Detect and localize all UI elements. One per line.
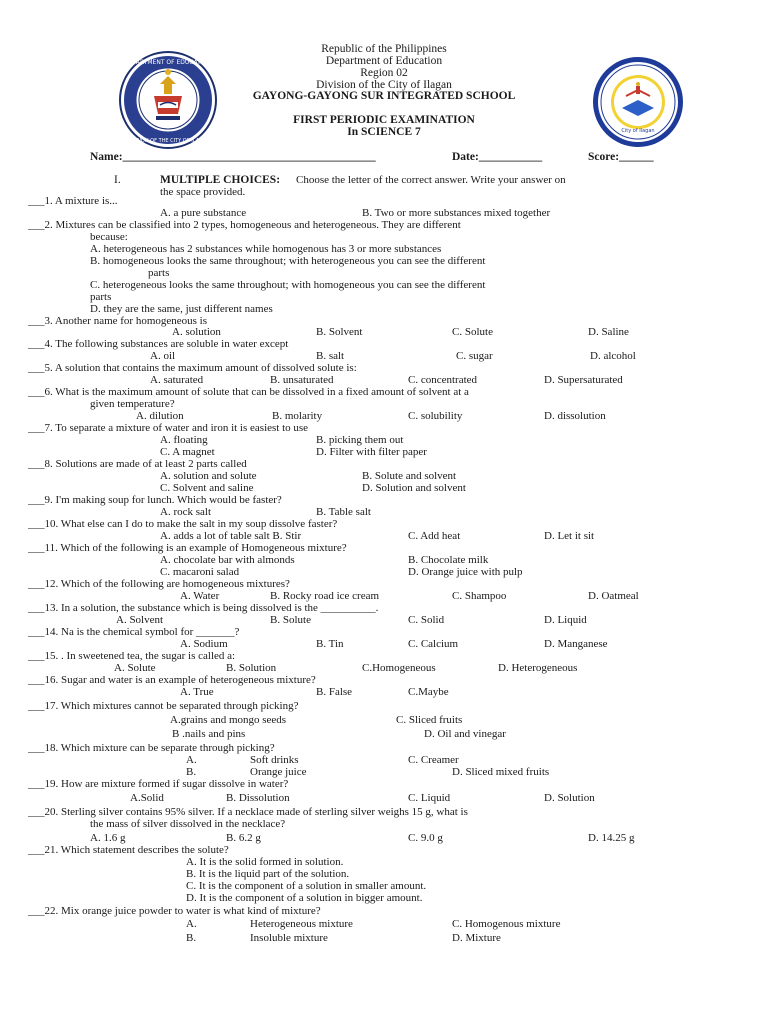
answer-choice: D. Sliced mixed fruits [452,766,550,778]
answer-choice: A. Solute [114,662,156,674]
answer-choice: C. 9.0 g [408,832,443,844]
answer-choice: C. Liquid [408,792,451,804]
section-instruction: Choose the letter of the correct answer. Write your answer on [296,174,566,186]
answer-choice: C. Solute [452,326,493,338]
answer-choice: A. heterogeneous has 2 substances while homogenous has 3 or more substances [90,243,442,255]
question-text: ___5. A solution that contains the maximum amount of dissolved solute is: [28,362,357,374]
answer-choice: B. Solute [270,614,311,626]
header-line-region: Region 02 [360,67,408,79]
answer-choice: Insoluble mixture [250,932,328,944]
answer-choice: A. Water [180,590,220,602]
answer-choice: D. Let it sit [544,530,595,542]
question-text: ___7. To separate a mixture of water and iron it is easiest to use [28,422,309,434]
answer-choice: B. Chocolate milk [408,554,489,566]
answer-choice: A. chocolate bar with almonds [160,554,295,566]
answer-choice: A. adds a lot of table salt B. Stir [160,530,302,542]
answer-choice: A. 1.6 g [90,832,126,844]
answer-choice: D. Oil and vinegar [424,728,506,740]
answer-choice: B. False [316,686,353,698]
answer-choice: D. alcohol [590,350,636,362]
answer-choice: A. floating [160,434,208,446]
question-text: ___19. How are mixture formed if sugar dissolve in water? [28,778,289,790]
answer-choice: B. Solute and solvent [362,470,457,482]
answer-choice: D. Liquid [544,614,587,626]
answer-choice: A.grains and mongo seeds [170,714,287,726]
question-text: ___1. A mixture is... [28,195,118,207]
question-text: ___4. The following substances are soluble in water except [28,338,289,350]
answer-choice: D. they are the same, just different names [90,303,273,315]
answer-choice: A. [186,918,197,930]
answer-choice: B. Dissolution [226,792,290,804]
answer-choice: D. Supersaturated [544,374,623,386]
question-text: ___18. Which mixture can be separate through picking? [28,742,275,754]
answer-choice: B. molarity [272,410,323,422]
section-label: MULTIPLE CHOICES: [160,174,281,186]
answer-choice: C. Shampoo [452,590,507,602]
answer-choice: D. Filter with filter paper [316,446,427,458]
answer-choice: A. It is the solid formed in solution. [186,856,344,868]
name-field[interactable]: Name:____________________________________________ [90,151,376,163]
question-text: ___2. Mixtures can be classified into 2 types, homogeneous and heterogeneous. They are different [28,219,461,231]
answer-choice: A. rock salt [160,506,212,518]
question-text: ___16. Sugar and water is an example of heterogeneous mixture? [28,674,316,686]
answer-choice: C. Add heat [408,530,461,542]
question-text: ___13. In a solution, the substance which is being dissolved is the __________. [28,602,379,614]
answer-choice: B. unsaturated [270,374,334,386]
answer-choice: A.Solid [130,792,164,804]
svg-text:DEPARTMENT OF EDUCATION: DEPARTMENT OF EDUCATION [124,59,212,66]
answer-choice: C. Solvent and saline [160,482,254,494]
answer-choice: A. oil [150,350,176,362]
answer-choice: D. Heterogeneous [498,662,578,674]
question-text: ___14. Na is the chemical symbol for _______? [28,626,240,638]
question-text: ___21. Which statement describes the solute? [28,844,229,856]
answer-choice: A. saturated [150,374,204,386]
answer-choice: Heterogeneous mixture [250,918,353,930]
answer-choice: C. It is the component of a solution in smaller amount. [186,880,427,892]
answer-choice: B. Rocky road ice cream [270,590,380,602]
answer-choice: A. Solvent [116,614,164,626]
question-text: ___8. Solutions are made of at least 2 parts called [28,458,247,470]
answer-choice: A. a pure substance [160,207,247,219]
answer-choice: B. Solution [226,662,277,674]
answer-choice: B. 6.2 g [226,832,261,844]
svg-text:City of Ilagan: City of Ilagan [621,128,655,134]
answer-choice: B. Two or more substances mixed together [362,207,551,219]
question-text: ___22. Mix orange juice powder to water is what kind of mixture? [28,905,321,917]
answer-choice: parts [148,267,170,279]
school-name: GAYONG-GAYONG SUR INTEGRATED SCHOOL [252,90,516,102]
answer-choice: B. Solvent [316,326,363,338]
answer-choice: B. Tin [316,638,344,650]
answer-choice: given temperature? [90,398,175,410]
question-text: ___10. What else can I do to make the salt in my soup dissolve faster? [28,518,338,530]
answer-choice: B. Table salt [316,506,371,518]
answer-choice: C. Solid [408,614,445,626]
question-text: ___6. What is the maximum amount of solute that can be dissolved in a fixed amount of solvent at a [28,386,469,398]
answer-choice: A. True [180,686,214,698]
answer-choice: A. Sodium [180,638,228,650]
answer-choice: A. dilution [136,410,184,422]
answer-choice: D. Solution and solvent [362,482,466,494]
answer-choice: D. It is the component of a solution in bigger amount. [186,892,423,904]
question-text: ___20. Sterling silver contains 95% silver. If a necklace made of sterling silver weighs 15 g, what is [28,806,468,818]
answer-choice: D. Saline [588,326,629,338]
answer-choice: B. picking them out [316,434,404,446]
score-field[interactable]: Score:______ [588,151,654,163]
answer-choice: C. Creamer [408,754,459,766]
answer-choice: D. Mixture [452,932,501,944]
answer-choice: C. A magnet [160,446,215,458]
exam-subject: In SCIENCE 7 [347,126,421,138]
header-line-division: Division of the City of Ilagan [316,79,452,91]
answer-choice: C. Sliced fruits [396,714,463,726]
answer-choice: C. concentrated [408,374,478,386]
answer-choice: D. Orange juice with pulp [408,566,523,578]
question-text: ___9. I'm making soup for lunch. Which would be faster? [28,494,282,506]
question-text: ___3. Another name for homogeneous is [28,315,208,327]
answer-choice: A. solution and solute [160,470,257,482]
answer-choice: the mass of silver dissolved in the necklace? [90,818,286,830]
answer-choice: Orange juice [250,766,307,778]
answer-choice: C. heterogeneous looks the same throughout; with homogeneous you can see the different [90,279,486,291]
answer-choice: D. Manganese [544,638,608,650]
section-instruction-cont: the space provided. [160,186,246,198]
answer-choice: D. 14.25 g [588,832,635,844]
date-field[interactable]: Date:___________ [452,151,543,163]
question-text: ___17. Which mixtures cannot be separated through picking? [28,700,299,712]
answer-choice: D. dissolution [544,410,606,422]
answer-choice: D. Oatmeal [588,590,639,602]
answer-choice: C.Maybe [408,686,449,698]
answer-choice: C. Calcium [408,638,459,650]
answer-choice: C. macaroni salad [160,566,240,578]
answer-choice: A. [186,754,197,766]
section-number: I. [114,174,121,186]
answer-choice: B .nails and pins [172,728,246,740]
answer-choice: Soft drinks [250,754,299,766]
answer-choice: C. solubility [408,410,463,422]
answer-choice: B. It is the liquid part of the solution. [186,868,350,880]
answer-choice: B. [186,932,197,944]
question-text: ___12. Which of the following are homogeneous mixtures? [28,578,290,590]
exam-title: FIRST PERIODIC EXAMINATION [293,114,475,126]
answer-choice: D. Solution [544,792,595,804]
answer-choice: B. [186,766,197,778]
answer-choice: C. Homogenous mixture [452,918,561,930]
answer-choice: A. solution [172,326,221,338]
answer-choice: B. salt [316,350,345,362]
question-text: ___15. . In sweetened tea, the sugar is called a: [28,650,236,662]
svg-text:DIVISION OF THE CITY OF ILAGAN: DIVISION OF THE CITY OF ILAGAN [126,138,210,144]
answer-choice: B. homogeneous looks the same throughout; with heterogeneous you can see the different [90,255,486,267]
answer-choice: C.Homogeneous [362,662,436,674]
answer-choice: because: [90,231,128,243]
answer-choice: C. sugar [456,350,493,362]
question-text: ___11. Which of the following is an example of Homogeneous mixture? [28,542,347,554]
answer-choice: parts [90,291,112,303]
header-line-republic: Republic of the Philippines [321,43,447,55]
header-line-deped: Department of Education [325,55,443,67]
